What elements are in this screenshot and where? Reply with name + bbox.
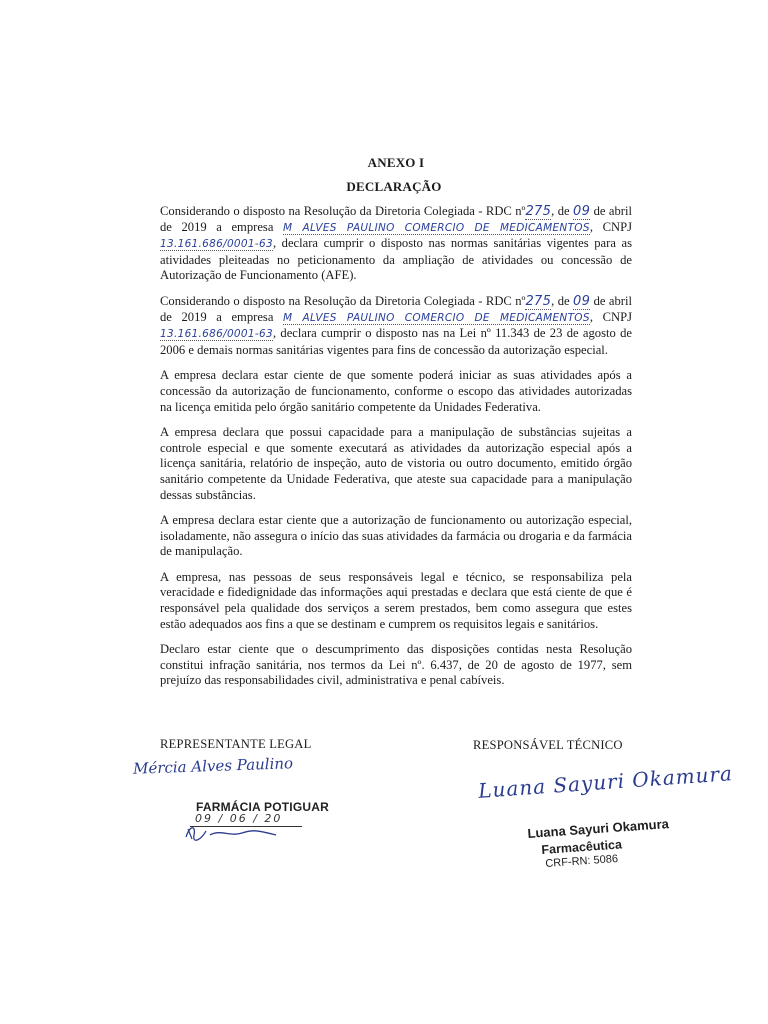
technical-responsible-label: RESPONSÁVEL TÉCNICO <box>473 738 623 752</box>
p2-text-e: , declara cumprir o disposto nas na Lei nº 11.343 de 23 de agosto de 2006 e demais normas sanitárias vigentes para fins de concessão da autorização especial. <box>160 326 632 357</box>
p2-day: 09 <box>573 293 591 309</box>
stamp-date: 09 / 06 / 20 <box>195 812 283 825</box>
technical-responsible-signature: Luana Sayuri Okamura <box>477 761 734 803</box>
annex-title: ANEXO I <box>367 155 425 170</box>
p1-cnpj: 13.161.686/0001-63 <box>160 238 273 251</box>
paragraph-6: A empresa, nas pessoas de seus responsáveis legal e técnico, se responsabiliza pela veracidade e fidedignidade das informações aqui prestadas e declara que está ciente de que é responsável pela qualidade dos serviços a serem prestados, bem como assegura que estes estão adequados aos fins a que se destinam e cumprem os requisitos legais e sanitários. <box>160 569 632 631</box>
p2-text-a: Considerando o disposto na Resolução da Diretoria Colegiada - RDC nº <box>160 293 526 308</box>
paragraph-2 <box>160 294 632 358</box>
tech-stamp-role: Farmacêutica <box>541 837 623 857</box>
p2-cnpj: 13.161.686/0001-63 <box>160 328 273 341</box>
declaration-body <box>160 204 632 699</box>
p2-text-b: , de <box>551 293 570 308</box>
declaration-title: DECLARAÇÃO <box>346 179 442 194</box>
p1-rdc-number: 275 <box>525 204 552 219</box>
legal-representative-signature: Mércia Alves Paulino <box>132 754 294 778</box>
p1-text-d: , CNPJ <box>589 219 632 234</box>
p1-text-b: , de <box>551 204 570 218</box>
paragraph-4: A empresa declara que possui capacidade para a manipulação de substâncias sujeitas a controle especial e que somente executará as atividades da autorização especial após a licença sanitária, relatório de inspeção, auto de vistoria ou outro documento, emitido órgão sanitário competente da Unidade Federativa, que ateste sua capacidade para a manipulação dessas substâncias. <box>160 425 632 502</box>
pharmacy-stamp: FARMÁCIA POTIGUAR <box>196 800 329 814</box>
p1-text-c: de abril de 2019 a empresa <box>160 204 632 234</box>
p2-text-d: , CNPJ <box>589 309 632 324</box>
paragraph-1 <box>160 204 632 284</box>
p1-company: M ALVES PAULINO COMERCIO DE MEDICAMENTOS <box>283 221 590 234</box>
paragraph-3: A empresa declara estar ciente de que somente poderá iniciar as suas atividades após a concessão da autorização de funcionamento, conforme o escopo das atividades autorizadas na licença emitida pelo órgão sanitário competente da Unidades Federativa. <box>160 368 632 414</box>
p2-company: M ALVES PAULINO COMERCIO DE MEDICAMENTOS <box>283 311 590 324</box>
legal-representative-label: REPRESENTANTE LEGAL <box>160 737 312 751</box>
p2-text-c: de abril de 2019 a empresa <box>160 293 632 324</box>
tech-stamp-crf: CRF-RN: 5086 <box>545 852 619 870</box>
p1-text-a: Considerando o disposto na Resolução da Diretoria Colegiada - RDC nº <box>160 204 526 218</box>
tech-stamp-name: Luana Sayuri Okamura <box>527 816 670 841</box>
paragraph-5: A empresa declara estar ciente que a autorização de funcionamento ou autorização especial, isoladamente, não assegura o início das suas atividades da farmácia ou drogaria e da farmácia de manipulação. <box>160 513 632 559</box>
p1-day: 09 <box>573 204 591 219</box>
initials-scribble-icon <box>180 823 290 843</box>
paragraph-7: Declaro estar ciente que o descumprimento das disposições contidas nesta Resolução constitui infração sanitária, nos termos da Lei nº. 6.437, de 20 de agosto de 1977, sem prejuízo das responsabilidades civil, administrativa e penal cabíveis. <box>160 642 632 688</box>
p1-text-e: , declara cumprir o disposto nas normas sanitárias vigentes para as atividades pleiteadas no peticionamento da ampliação de atividades ou concessão de Autorização de Funcionamento (AFE). <box>160 236 632 283</box>
p2-rdc-number: 275 <box>525 293 552 309</box>
